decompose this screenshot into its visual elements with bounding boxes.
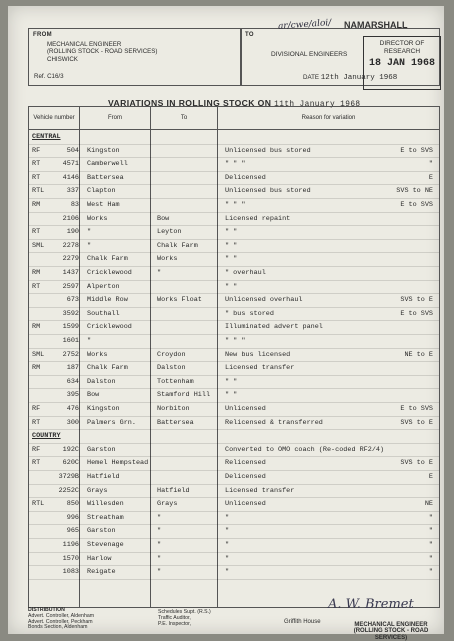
table-row bbox=[29, 239, 439, 254]
to-cell: Battersea bbox=[157, 418, 194, 427]
status-code: E to SVS bbox=[400, 146, 433, 155]
from-cell: Battersea bbox=[87, 173, 124, 182]
status-code: " bbox=[428, 568, 433, 577]
reason-cell: Licensed repaint bbox=[225, 214, 291, 223]
vehicle-class: RM bbox=[32, 201, 41, 209]
vehicle-number: 395 bbox=[66, 391, 79, 400]
from-cell: Camberwell bbox=[87, 160, 128, 169]
status-code: " bbox=[428, 541, 433, 549]
reason-cell: " " bbox=[225, 377, 238, 386]
table-row bbox=[29, 375, 439, 390]
vehicle-number: 3592 bbox=[62, 309, 79, 318]
reason-cell: " " " bbox=[225, 201, 246, 209]
vehicle-class: RT bbox=[32, 418, 41, 427]
table-row bbox=[29, 212, 439, 227]
distribution-list-2 bbox=[158, 610, 211, 627]
document-sheet bbox=[8, 6, 444, 641]
column-header-reason: Reason for variation bbox=[218, 107, 439, 130]
signature: A. W. Bremet bbox=[328, 597, 414, 612]
vehicle-number: 4146 bbox=[62, 173, 79, 182]
reason-cell: " overhaul bbox=[225, 269, 266, 277]
distribution-item: Schedules Supt. (R.S.) bbox=[158, 609, 211, 615]
table-row bbox=[29, 361, 439, 376]
vehicle-number: 634 bbox=[66, 377, 79, 386]
from-cell: Clapton bbox=[87, 187, 116, 196]
vehicle-class: RF bbox=[32, 146, 41, 155]
from-cell: " bbox=[87, 228, 92, 237]
status-code: " bbox=[428, 527, 433, 536]
status-code: SVS to E bbox=[400, 296, 433, 305]
from-cell: Bow bbox=[87, 391, 100, 400]
column-header-from: From bbox=[80, 107, 150, 130]
distribution-item: Traffic Auditor, bbox=[158, 614, 191, 621]
signatory-line: MECHANICAL ENGINEER bbox=[354, 622, 428, 628]
from-cell: Dalston bbox=[87, 377, 116, 386]
column-header-vehicle: Vehicle number bbox=[29, 107, 79, 130]
from-cell: Willesden bbox=[87, 500, 124, 509]
reason-cell: " " " bbox=[225, 160, 246, 169]
table-row bbox=[29, 184, 439, 199]
section-label: COUNTRY bbox=[32, 432, 61, 441]
status-code: SVS to NE bbox=[396, 187, 433, 196]
vehicle-number: 337 bbox=[66, 187, 79, 196]
to-cell: Works bbox=[157, 255, 178, 264]
vehicle-number: 1570 bbox=[62, 554, 79, 563]
vehicle-class: RT bbox=[32, 160, 41, 169]
from-label: FROM bbox=[33, 32, 52, 38]
vehicle-number: 2278 bbox=[62, 241, 79, 250]
table-row bbox=[29, 388, 439, 403]
distribution-item: Bonds Section, Aldenham bbox=[28, 624, 88, 631]
reason-cell: " bbox=[225, 513, 230, 522]
handwritten-note: ar/cwe/aloi/ bbox=[277, 18, 332, 32]
from-cell: Chalk Farm bbox=[87, 364, 128, 373]
reason-cell: " bus stored bbox=[225, 309, 274, 318]
distribution-item: Advert. Controller, Aldenham bbox=[28, 612, 95, 619]
vehicle-number: 3729B bbox=[58, 473, 79, 481]
status-code: NE bbox=[424, 500, 433, 509]
reason-cell: Delicensed bbox=[225, 473, 266, 481]
vehicle-number: 2752 bbox=[62, 350, 79, 359]
reason-cell: Delicensed bbox=[225, 173, 266, 182]
table-row bbox=[29, 293, 439, 308]
from-cell: Works bbox=[87, 350, 108, 359]
status-code: " bbox=[428, 160, 433, 169]
reason-cell: Illuminated advert panel bbox=[225, 323, 323, 332]
reason-cell: " " bbox=[225, 241, 238, 250]
table-row bbox=[29, 307, 439, 322]
vehicle-number: 476 bbox=[66, 405, 79, 413]
vehicle-class: RF bbox=[32, 445, 41, 454]
reason-cell: " " " bbox=[225, 337, 246, 345]
reason-cell: Licensed transfer bbox=[225, 486, 295, 495]
to-cell: Norbiton bbox=[157, 405, 190, 413]
table-row bbox=[29, 511, 439, 526]
signatory-title bbox=[344, 622, 438, 641]
from-cell: Alperton bbox=[87, 282, 120, 291]
vehicle-class: RM bbox=[32, 269, 41, 277]
from-cell: Cricklewood bbox=[87, 323, 132, 332]
reference-number: Ref. C16/3 bbox=[34, 73, 64, 80]
status-code: E to SVS bbox=[400, 201, 433, 209]
vehicle-number: 673 bbox=[66, 296, 79, 305]
stamp-date: 18 JAN 1968 bbox=[368, 58, 435, 69]
column-header-to: To bbox=[151, 107, 217, 130]
table-row bbox=[29, 348, 439, 363]
to-cell: " bbox=[157, 568, 162, 577]
from-cell: Works bbox=[87, 214, 108, 223]
reason-cell: Converted to OMO coach (Re-coded RF2/4) bbox=[225, 445, 385, 454]
from-box bbox=[28, 28, 242, 86]
vehicle-number: 187 bbox=[66, 364, 79, 373]
table-row bbox=[29, 524, 439, 539]
table-row bbox=[29, 144, 439, 159]
reason-cell: Relicensed & transferred bbox=[225, 418, 323, 427]
reason-cell: Unlicensed bbox=[225, 500, 266, 509]
to-cell: Croydon bbox=[157, 350, 186, 359]
title-date: 11th January 1968 bbox=[274, 101, 361, 109]
table-row bbox=[29, 484, 439, 499]
status-code: E bbox=[428, 173, 433, 182]
from-cell: Kingston bbox=[87, 146, 120, 155]
from-cell: Chalk Farm bbox=[87, 255, 128, 264]
from-line: CHISWICK bbox=[47, 55, 78, 63]
status-code: SVS to E bbox=[400, 459, 433, 468]
from-cell: Streatham bbox=[87, 513, 124, 522]
to-cell: Dalston bbox=[157, 364, 186, 373]
status-code: E bbox=[428, 473, 433, 481]
table-row bbox=[29, 252, 439, 267]
date-label: DATE bbox=[303, 74, 320, 81]
signatory-line: (ROLLING STOCK - ROAD SERVICES) bbox=[353, 628, 429, 641]
from-cell: Cricklewood bbox=[87, 269, 132, 277]
from-cell: Reigate bbox=[87, 568, 116, 577]
table-row bbox=[29, 334, 439, 349]
table-row bbox=[29, 497, 439, 512]
vehicle-number: 190 bbox=[66, 228, 79, 237]
table-row bbox=[29, 470, 439, 485]
table-row bbox=[29, 443, 439, 458]
to-cell: Leyton bbox=[157, 228, 182, 237]
table-row bbox=[29, 198, 439, 213]
vehicle-class: SML bbox=[32, 241, 45, 250]
to-recipient: DIVISIONAL ENGINEERS bbox=[271, 51, 348, 58]
title-text: VARIATIONS IN ROLLING STOCK ON bbox=[108, 98, 272, 108]
table-row bbox=[29, 552, 439, 567]
status-code: " bbox=[428, 554, 433, 563]
vehicle-class: RT bbox=[32, 282, 41, 291]
vehicle-number: 1601 bbox=[62, 337, 79, 345]
to-cell: Chalk Farm bbox=[157, 241, 198, 250]
from-line: MECHANICAL ENGINEER bbox=[47, 41, 122, 48]
from-cell: Middle Row bbox=[87, 296, 128, 305]
footer bbox=[28, 597, 438, 641]
reason-cell: " " bbox=[225, 282, 238, 291]
reason-cell: " bbox=[225, 568, 230, 577]
vehicle-number: 850 bbox=[66, 500, 79, 509]
to-label: TO bbox=[245, 32, 254, 38]
vehicle-number: 1196 bbox=[62, 541, 79, 549]
from-cell: Hemel Hempstead bbox=[87, 459, 149, 468]
received-stamp bbox=[363, 36, 441, 90]
to-cell: " bbox=[157, 541, 162, 549]
handwritten-name: NAMARSHALL bbox=[344, 20, 408, 30]
from-cell: " bbox=[87, 337, 92, 345]
vehicle-number: 1083 bbox=[62, 568, 79, 577]
to-cell: " bbox=[157, 269, 162, 277]
vehicle-class: RTL bbox=[32, 187, 45, 196]
reason-cell: Unlicensed bus stored bbox=[225, 146, 311, 155]
table-row bbox=[29, 538, 439, 553]
status-code: NE to E bbox=[404, 350, 433, 359]
vehicle-class: RM bbox=[32, 364, 41, 373]
status-code: " bbox=[428, 513, 433, 522]
reason-cell: Unlicensed bbox=[225, 405, 266, 413]
stamp-line: RESEARCH bbox=[383, 48, 421, 55]
vehicle-class: RT bbox=[32, 459, 41, 468]
to-cell: " bbox=[157, 527, 162, 536]
to-cell: Tottenham bbox=[157, 377, 194, 386]
from-cell: " bbox=[87, 241, 92, 250]
vehicle-number: 2597 bbox=[62, 282, 79, 291]
from-cell: West Ham bbox=[87, 201, 120, 209]
table-row bbox=[29, 266, 439, 281]
vehicle-number: 4571 bbox=[62, 160, 79, 169]
status-code: E to SVS bbox=[400, 405, 433, 413]
reason-cell: New bus licensed bbox=[225, 350, 291, 359]
reason-cell: " " bbox=[225, 391, 238, 400]
vehicle-number: 300 bbox=[66, 418, 79, 427]
vehicle-number: 504 bbox=[66, 146, 79, 155]
reason-cell: Relicensed bbox=[225, 459, 266, 468]
table-row bbox=[29, 456, 439, 471]
table-row bbox=[29, 171, 439, 186]
distribution-list bbox=[28, 608, 94, 631]
section-heading bbox=[29, 130, 439, 145]
griffith-house: Griffith House bbox=[284, 619, 321, 625]
to-cell: Grays bbox=[157, 500, 178, 509]
vehicle-number: 83 bbox=[70, 201, 79, 209]
from-cell: Southall bbox=[87, 309, 120, 318]
reason-cell: Licensed transfer bbox=[225, 364, 295, 373]
section-label: CENTRAL bbox=[32, 133, 61, 141]
from-cell: Hatfield bbox=[87, 473, 120, 481]
vehicle-number: 1437 bbox=[62, 269, 79, 277]
from-cell: Grays bbox=[87, 486, 108, 495]
reason-cell: " bbox=[225, 554, 230, 563]
distribution-item: P.E. Inspector, bbox=[158, 620, 192, 627]
to-cell: " bbox=[157, 513, 162, 522]
vehicle-class: SML bbox=[32, 350, 45, 359]
vehicle-class: RF bbox=[32, 405, 41, 413]
vehicle-number: 1599 bbox=[62, 323, 79, 332]
from-address bbox=[47, 41, 157, 63]
vehicle-number: 2279 bbox=[62, 255, 79, 264]
vehicle-class: RT bbox=[32, 228, 41, 237]
from-cell: Palmers Grn. bbox=[87, 418, 136, 427]
reason-cell: Unlicensed bus stored bbox=[225, 187, 311, 196]
vehicle-class: RTL bbox=[32, 500, 45, 509]
table-row bbox=[29, 565, 439, 580]
to-cell: Bow bbox=[157, 214, 170, 223]
vehicle-number: 2106 bbox=[62, 214, 79, 223]
section-heading bbox=[29, 429, 439, 444]
from-cell: Garston bbox=[87, 527, 116, 536]
vehicle-number: 192C bbox=[62, 445, 79, 454]
status-code: E to SVS bbox=[400, 309, 433, 318]
distribution-item: Advert. Controller, Peckham bbox=[28, 618, 93, 625]
table-row bbox=[29, 320, 439, 335]
vehicle-class: RT bbox=[32, 173, 41, 182]
vehicle-number: 2252C bbox=[58, 486, 79, 495]
from-cell: Kingston bbox=[87, 405, 120, 413]
to-cell: Hatfield bbox=[157, 486, 190, 495]
from-cell: Garston bbox=[87, 445, 116, 454]
table-row bbox=[29, 402, 439, 417]
reason-cell: Unlicensed overhaul bbox=[225, 296, 303, 305]
stamp-line: DIRECTOR OF bbox=[379, 40, 425, 47]
reason-cell: " bbox=[225, 541, 230, 549]
vehicle-number: 996 bbox=[66, 513, 79, 522]
table-row bbox=[29, 157, 439, 172]
vehicle-number: 965 bbox=[66, 527, 79, 536]
table-row bbox=[29, 280, 439, 295]
table-row bbox=[29, 225, 439, 240]
to-cell: Stamford Hill bbox=[157, 391, 211, 400]
reason-cell: " " bbox=[225, 228, 238, 237]
to-cell: " bbox=[157, 554, 162, 563]
table-row bbox=[29, 416, 439, 431]
reason-cell: " " bbox=[225, 255, 238, 264]
from-line: (ROLLING STOCK - ROAD SERVICES) bbox=[47, 48, 158, 56]
from-cell: Harlow bbox=[87, 554, 112, 563]
vehicle-number: 620C bbox=[62, 459, 79, 468]
reason-cell: " bbox=[225, 527, 230, 536]
status-code: SVS to E bbox=[400, 418, 433, 427]
from-cell: Stevenage bbox=[87, 541, 124, 549]
vehicle-class: RM bbox=[32, 323, 41, 332]
date-value: 12th January 1968 bbox=[320, 74, 398, 82]
distribution-label: DISTRIBUTION bbox=[28, 607, 65, 613]
to-cell: Works Float bbox=[157, 296, 202, 305]
